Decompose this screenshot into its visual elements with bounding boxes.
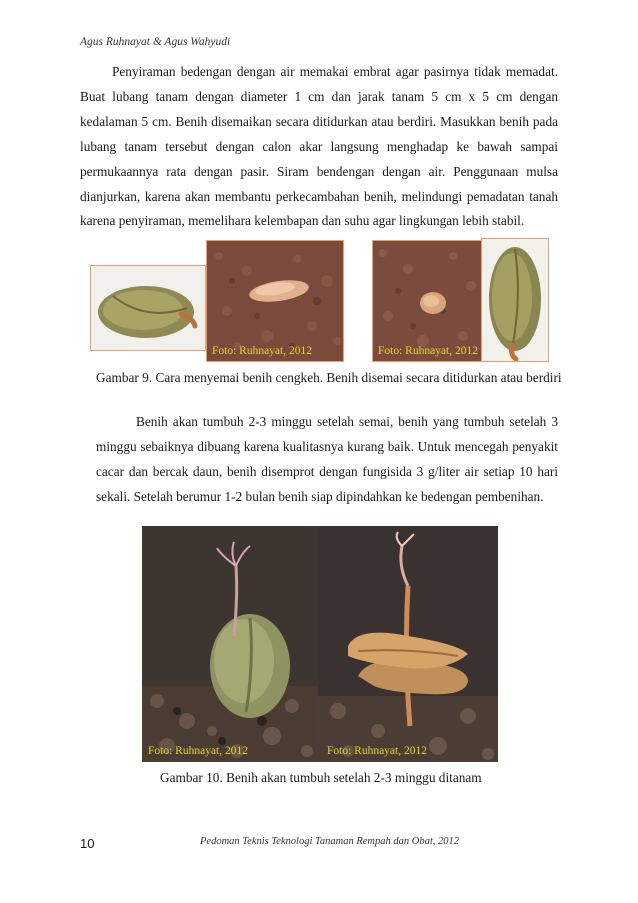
paragraph-sowing-instructions	[80, 60, 558, 234]
photo-seedling-sprouting-right	[318, 526, 498, 762]
running-head-authors: Agus Ruhnayat & Agus Wahyudi	[80, 36, 231, 48]
footer-book-title: Pedoman Teknis Teknologi Tanaman Rempah dan Obat, 2012	[200, 836, 460, 847]
photo-seed-upright-in-soil	[372, 240, 482, 362]
figure-10-credit-left: Foto: Ruhnayat, 2012	[148, 745, 248, 757]
paragraph-germination	[96, 410, 558, 510]
photo-seed-upright-closeup	[481, 238, 549, 362]
page-number: 10	[80, 836, 95, 851]
figure-10-credit-right: Foto: Ruhnayat, 2012	[327, 745, 427, 757]
figure-10-caption: Gambar 10. Benih akan tumbuh setelah 2-3 minggu ditanam	[160, 770, 482, 785]
photo-seedling-sprouting-left	[142, 526, 318, 762]
photo-seed-lying-in-soil	[206, 240, 344, 362]
paragraph-2-text: Benih akan tumbuh 2-3 minggu setelah semai, benih yang tumbuh setelah 3 minggu sebaiknya dibuang karena kualitasnya kurang baik. Untuk mencegah penyakit cacar dan bercak daun, benih disemprot dengan fungisida 3 g/liter air setiap 10 hari sekali. Setelah berumur 1-2 bulan benih siap dipindahkan ke bedengan pembenihan.	[96, 414, 558, 504]
figure-9-credit-right: Foto: Ruhnayat, 2012	[378, 345, 478, 357]
figure-9-credit-left: Foto: Ruhnayat, 2012	[212, 345, 312, 357]
paragraph-1-text: Penyiraman bedengan dengan air memakai embrat agar pasirnya tidak memadat. Buat lubang tanam dengan diameter 1 cm dan jarak tanam 5 cm x 5 cm dengan kedalaman 5 cm. Benih disemaikan secara ditidurkan atau berdiri. Masukkan benih pada lubang tanam tersebut dengan calon akar langsung menghadap ke bawah sampai permukaannya rata dengan pasir. Siram bendengan dengan air. Penggunaan mulsa dianjurkan, karena akan membantu perkecambahan benih, melindungi pemadatan tanah karena penyiraman, memelihara kelembapan dan suhu agar lingkungan lebih stabil.	[80, 64, 558, 229]
photo-seed-lying-closeup	[90, 265, 206, 351]
figure-9-caption: Gambar 9. Cara menyemai benih cengkeh. Benih disemai secara ditidurkan atau berdiri	[96, 370, 562, 385]
